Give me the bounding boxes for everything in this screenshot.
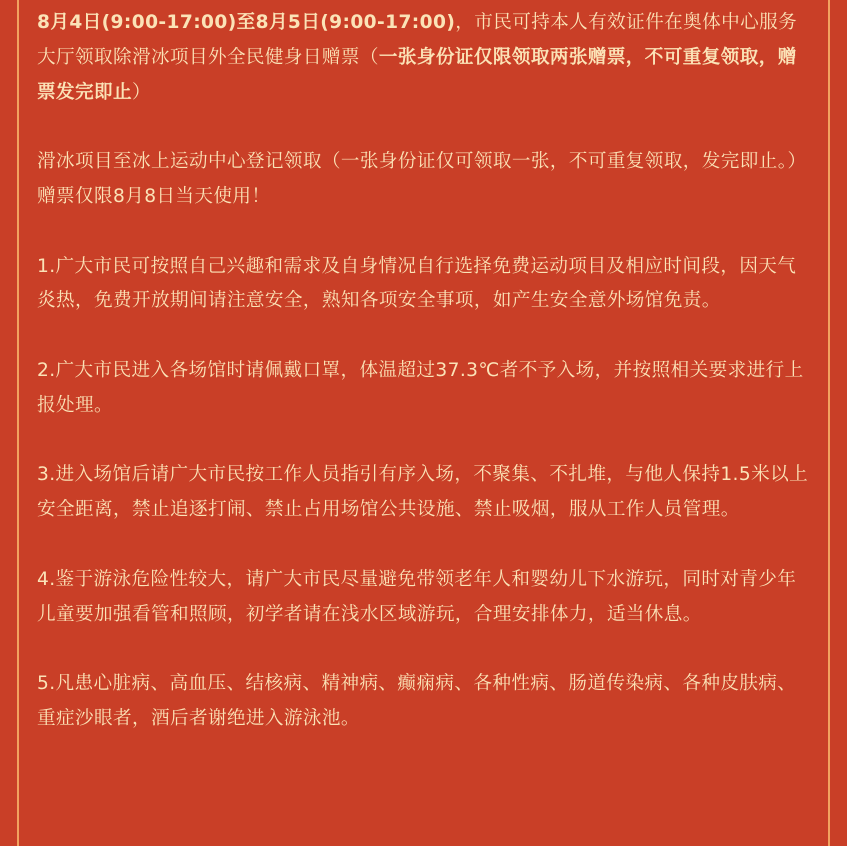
rule-item-4: 4.鉴于游泳危险性较大，请广大市民尽量避免带领老年人和婴幼儿下水游玩，同时对青少年儿童要加强看管和照顾，初学者请在浅水区域游玩，合理安排体力，适当休息。 — [37, 568, 797, 625]
intro-paragraph — [37, 6, 811, 110]
rule-item-1: 1.广大市民可按照自己兴趣和需求及自身情况自行选择免费运动项目及相应时间段，因天气炎热，免费开放期间请注意安全，熟知各项安全事项，如产生安全意外场馆免责。 — [37, 255, 797, 312]
right-border-line — [828, 0, 830, 846]
intro-ticket-limit: 一张身份证仅限领取两张赠票，不可重复领取，赠票发完即止 — [37, 46, 797, 103]
intro-date-range: 8月4日(9:00-17:00)至8月5日(9:00-17:00) — [37, 12, 456, 33]
rule-item-2: 2.广大市民进入各场馆时请佩戴口罩，体温超过37.3℃者不予入场，并按照相关要求进行上报处理。 — [37, 359, 804, 416]
intro-end: ） — [131, 81, 151, 103]
notice-content — [37, 6, 811, 772]
skating-paragraph: 滑冰项目至冰上运动中心登记领取（一张身份证仅可领取一张，不可重复领取，发完即止。）赠票仅限8月8日当天使用！ — [37, 151, 807, 207]
left-border-line — [17, 0, 19, 846]
intro-text: ，市民可持本人有效证件在奥体中心服务大厅领取除滑冰项目外全民健身日赠票（ — [37, 12, 798, 68]
rule-item-3: 3.进入场馆后请广大市民按工作人员指引有序入场，不聚集、不扎堆，与他人保持1.5米以上安全距离，禁止追逐打闹、禁止占用场馆公共设施、禁止吸烟，服从工作人员管理。 — [37, 464, 809, 521]
rule-item-5: 5.凡患心脏病、高血压、结核病、精神病、癫痫病、各种性病、肠道传染病、各种皮肤病、重症沙眼者，酒后者谢绝进入游泳池。 — [37, 673, 797, 729]
